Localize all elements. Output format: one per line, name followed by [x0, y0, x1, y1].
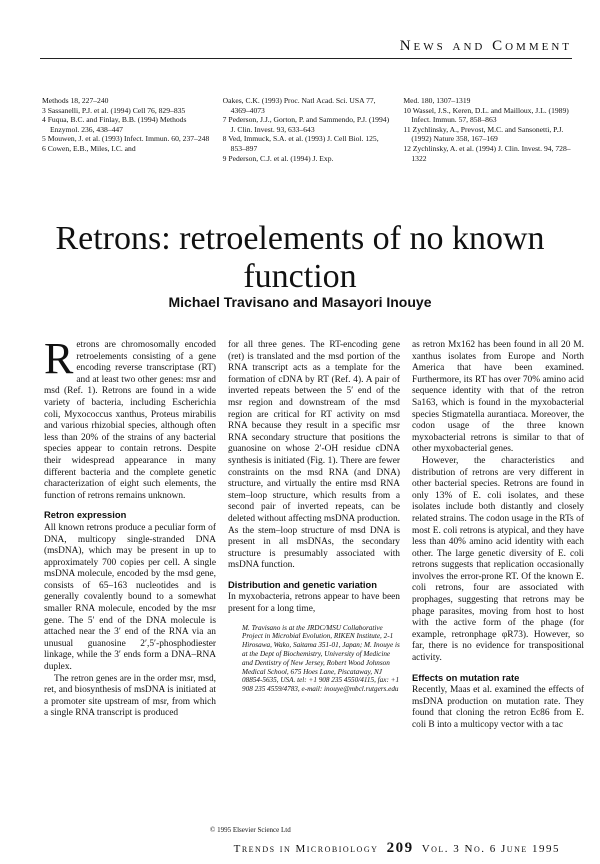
body-paragraph: Recently, Maas et al. examined the effects of msDNA production on mutation rate. They found that cloning the retron Ec86 from E. coli B into a multicopy vector with a tac: [412, 685, 584, 730]
body-column-3: [412, 340, 584, 732]
body-paragraph: All known retrons produce a peculiar form of DNA, multicopy single-stranded DNA (msDNA), which may be present in up to approximately 700 copies per cell. A single msDNA molecule, encoded by the msd gene, consists of 65–163 nucleotides and is generally covalently bound to a somewhat smaller RNA molecule, encoded by the msr gene. The 5′ end of the DNA molecule is attached near the 3′ end of the RNA via an unusual guanosine 2′,5′-phosphodiester linkage, while the 3′ ends form a DNA–RNA duplex.: [44, 522, 216, 673]
author-affiliation-note: M. Travisano is at the JRDC/MSU Collaborative Project in Microbial Evolution, RIKEN Institute, 2-1 Hirosawa, Wako, Saitama 351-01, Japan; M. Inouye is at the Dept of Biochemistry, University of Medicine and Dentistry of New Jersey, Robert Wood Johnson Medical School, 675 Hoes Lane, Piscataway, NJ 08854-5635, USA. tel: +1 908 235 4550/4115, fax: +1 908 235 4559/4783, e-mail: inouye@mbcl.rutgers.edu: [242, 623, 400, 694]
reference-item: 6 Cowen, E.B., Miles, I.C. and: [42, 143, 136, 153]
reference-item: Methods 18, 227–240: [42, 96, 109, 105]
reference-item: 11 Zychlinsky, A., Prevost, M.C. and Sansonetti, P.J. (1992) Nature 358, 167–169: [403, 124, 564, 144]
reference-item: 12 Zychlinsky, A. et al. (1994) J. Clin. Invest. 94, 728–1322: [403, 143, 571, 163]
issue-info: Vol. 3 No. 6 June 1995: [421, 843, 560, 855]
reference-column: [403, 96, 572, 163]
body-paragraph: The retron genes are in the order msr, msd, ret, and biosynthesis of msDNA is initiated at a promoter site upstream of msr, from which a single RNA transcript is produced: [44, 673, 216, 719]
body-paragraph: In myxobacteria, retrons appear to have been present for a long time,: [228, 592, 400, 615]
drop-cap: R: [44, 334, 74, 383]
intro-text: etrons are chromosomally encoded retroelements consisting of a gene encoding reverse transcriptase (RT) and at least two other genes: msr and msd (Ref. 1). Retrons are found in a wide variety of bacteria, including Escherichia coli, Myxococcus xanthus, Proteus mirabilis and various rhizobial species, although often less than 20% of the strains of any bacterial species appear to contain retrons. Despite their widespread appearance in many different bacteria and the complete genetic characterization of eight such elements, the function of retrons remains unknown.: [44, 340, 216, 501]
body-paragraph: for all three genes. The RT-encoding gene (ret) is translated and the msd portion of the RNA transcript acts as a template for the formation of cDNA by RT (Ref. 4). A pair of inverted repeats between the 5′ end of the msr region and downstream of the msd region are critical for RT activity on msd RNA because they result in a specific msr RNA secondary structure that positions the guanosine on whose 2′-OH residue cDNA synthesis is initiated (Fig. 1). There are fewer constraints on the msd RNA (and DNA) structure, and virtually the entire msd RNA stem–loop structure, which results from a second pair of inverted repeats, can be deleted without affecting msDNA production. As the stem–loop structure of msd DNA is present in all msDNAs, the secondary structure is presumably associated with msDNA function.: [228, 340, 400, 571]
section-heading-retron-expression: Retron expression: [44, 509, 127, 521]
reference-column: [42, 96, 211, 163]
intro-paragraph: [44, 334, 216, 502]
reference-item: 8 Ved, Immuck, S.A. et al. (1993) J. Cell Biol. 125, 853–897: [222, 134, 379, 153]
article-title: Retrons: retroelements of no known function: [55, 220, 545, 295]
section-heading-distribution: Distribution and genetic variation: [228, 578, 377, 590]
body-paragraph: However, the characteristics and distribution of retrons are very different in other bacterial species. Retrons are found in only 13% of E. coli isolates, and these isolates include both distantly and closely related strains. The codon usage in the RTs of most E. coli retrons is atypical, and they have less than 40% amino acid identity with each other. The large genetic diversity of E. coli retrons suggests that replication occasionally involves the error-prone RT. Of the known E. coli retrons, four are associated with prophages, suggesting that retrons may be phage parasites, moving from host to host with the active form of the phage (for example, retronphage φR73). However, so far, there is no evidence for transpositional activity.: [412, 455, 584, 664]
article-authors: Michael Travisano and Masayori Inouye: [168, 294, 432, 310]
reference-item: Oakes, C.K. (1993) Proc. Natl Acad. Sci. USA 77, 4369–4073: [222, 96, 376, 115]
article-body: [44, 334, 584, 732]
journal-name: Trends in Microbiology: [233, 843, 379, 855]
header-rule: [40, 58, 572, 59]
reference-item: 7 Pederson, J.J., Gorton, P. and Sammendo, P.J. (1994) J. Clin. Invest. 93, 633–643: [222, 115, 390, 134]
body-column-1: [44, 334, 216, 732]
reference-item: 4 Fuqua, B.C. and Finlay, B.B. (1994) Methods Enzymol. 236, 438–447: [42, 115, 187, 134]
copyright-notice: © 1995 Elsevier Science Ltd: [210, 826, 291, 834]
reference-item: Med. 180, 1307–1319: [403, 96, 471, 105]
body-column-2: [228, 340, 400, 732]
section-heading-mutation-rate: Effects on mutation rate: [412, 671, 520, 683]
reference-list: [42, 96, 572, 163]
page-number: 209: [386, 840, 414, 856]
reference-item: 5 Mouwen, J. et al. (1993) Infect. Immun. 60, 237–248: [42, 134, 210, 144]
page-footer: [0, 840, 560, 857]
reference-item: 10 Wassel, J.S., Keren, D.L. and Mailloux, J.L. (1989) Infect. Immun. 57, 858–863: [403, 105, 569, 125]
reference-item: 9 Pederson, C.J. et al. (1994) J. Exp.: [222, 153, 334, 163]
body-paragraph: as retron Mx162 has been found in all 20 M. xanthus isolates from Europe and North America that have been examined. Furthermore, its RT has over 70% amino acid sequence identity with that of the retron Sa163, which is found in the myxobacterial species Stigmatella aurantiaca. Moreover, the codon usage of the three known myxobacterial retrons is similar to that of other myxobacterial genes.: [412, 340, 584, 455]
section-header: News and Comment: [399, 38, 572, 54]
reference-item: 3 Sassanelli, P.J. et al. (1994) Cell 76, 829–835: [42, 105, 186, 115]
reference-column: [223, 96, 392, 163]
